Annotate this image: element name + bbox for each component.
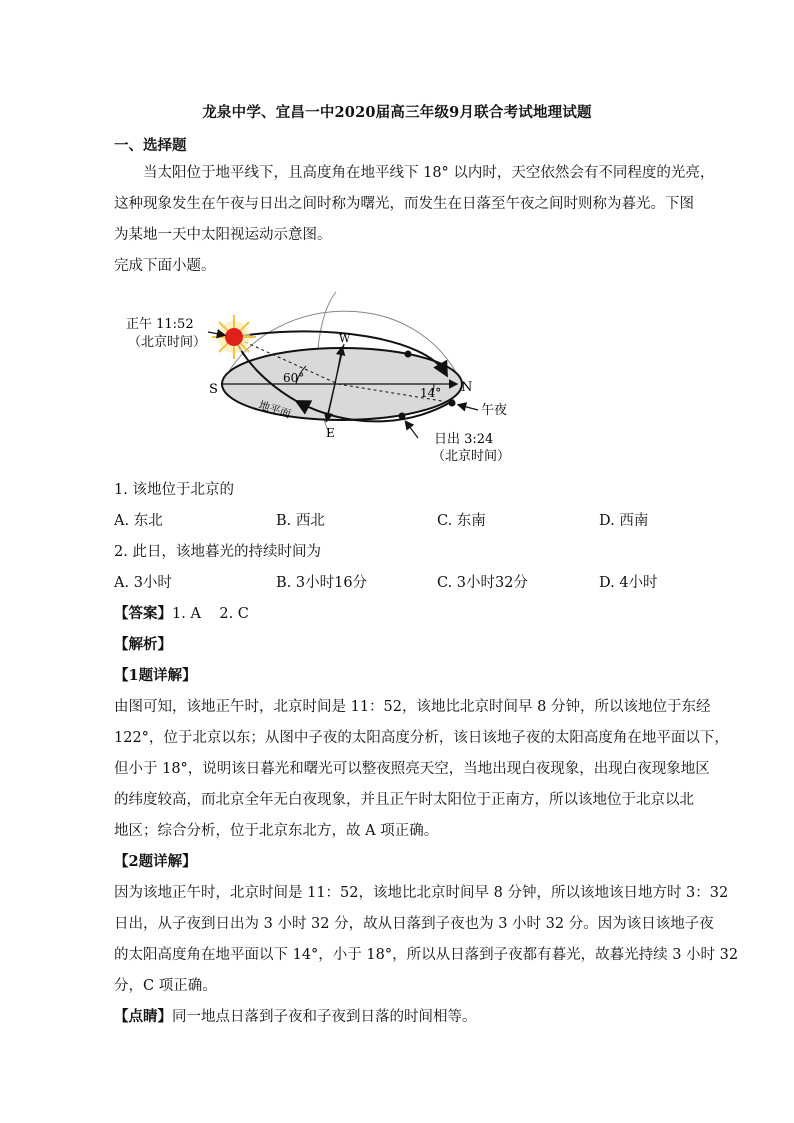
q2-option-d: D. 4小时: [599, 575, 658, 591]
tip-label: 【点睛】: [114, 1008, 172, 1025]
midnight-label: 午夜: [481, 403, 508, 418]
noon-label: 正午 11:52: [126, 317, 194, 332]
midnight-point: [449, 400, 456, 407]
intro-line-1: 当太阳位于地平线下，且高度角在地平线下 18° 以内时，天空依然会有不同程度的光亮，: [143, 165, 715, 181]
q1-analysis-line-4: 的纬度较高，而北京全年无白夜现象，并且正午时太阳位于正南方，所以该地位于北京以北: [114, 792, 694, 808]
answer-text: 1. A 2. C: [172, 606, 249, 622]
direction-n: N: [461, 380, 473, 395]
question-2-stem: 2. 此日，该地暮光的持续时间为: [114, 544, 321, 560]
horizon-label: 地平面: [257, 398, 293, 422]
section-heading: 一、选择题: [114, 137, 187, 154]
q2-analysis-label: 【2题详解】: [114, 853, 197, 870]
direction-e: E: [326, 426, 335, 440]
q1-option-a: A. 东北: [114, 513, 163, 529]
midnight-angle-label: 14°: [420, 386, 442, 400]
intro-line-3: 为某地一天中太阳视运动示意图。: [114, 227, 332, 243]
sunrise-sublabel: （北京时间）: [432, 449, 511, 464]
sun-path-svg: [116, 282, 516, 467]
question-1-stem: 1. 该地位于北京的: [114, 482, 234, 498]
q1-analysis-line-3: 但小于 18°，说明该日暮光和曙光可以整夜照亮天空，当地出现白夜现象，出现白夜现象地区: [114, 761, 710, 777]
q2-option-a: A. 3小时: [114, 575, 172, 591]
sunrise-point: [399, 413, 406, 420]
page-title: 龙泉中学、宜昌一中2020届高三年级9月联合考试地理试题: [202, 104, 592, 121]
q1-analysis-line-2: 122°，位于北京以东；从图中子夜的太阳高度分析，该日该地子夜的太阳高度角在地平面以下，: [114, 730, 729, 746]
noon-angle-label: 60°: [283, 371, 305, 385]
q1-option-d: D. 西南: [599, 513, 649, 529]
sunset-point: [405, 351, 412, 358]
q1-analysis-label: 【1题详解】: [114, 667, 197, 684]
analysis-label: 【解析】: [114, 636, 172, 653]
intro-line-2: 这种现象发生在午夜与日出之间时称为曙光，而发生在日落至午夜之间时则称为暮光。下图: [114, 196, 694, 212]
q2-analysis-line-2: 日出，从子夜到日出为 3 小时 32 分，故从日落到子夜也为 3 小时 32 分。因为该日该地子夜: [114, 916, 714, 932]
q2-analysis-line-3: 的太阳高度角在地平面以下 14°，小于 18°，所以从日落到子夜都有暮光，故暮光持续 3 小时 32: [114, 947, 739, 963]
noon-sublabel: （北京时间）: [128, 335, 207, 350]
sunrise-pointer: [406, 422, 418, 438]
q1-analysis-line-5: 地区；综合分析，位于北京东北方，故 A 项正确。: [114, 823, 439, 839]
q2-option-c: C. 3小时32分: [437, 575, 528, 591]
sun-path-diagram: [116, 282, 516, 467]
instruction: 完成下面小题。: [114, 258, 216, 274]
direction-w: W: [339, 332, 351, 345]
answer-line: [114, 602, 249, 623]
q2-analysis-line-4: 分，C 项正确。: [114, 978, 217, 994]
direction-s: S: [209, 382, 218, 397]
q2-analysis-line-1: 因为该地正午时，北京时间是 11：52，该地比北京时间早 8 分钟，所以该地该日地方时 3：32: [114, 885, 729, 901]
q1-option-b: B. 西北: [276, 513, 325, 529]
answer-label: 【答案】: [114, 605, 172, 622]
tip-line: [114, 1005, 477, 1026]
q1-option-c: C. 东南: [437, 513, 486, 529]
midnight-pointer: [459, 405, 478, 410]
q1-analysis-line-1: 由图可知，该地正午时，北京时间是 11：52，该地比北京时间早 8 分钟，所以该地位于东经: [114, 699, 711, 715]
sunrise-label: 日出 3:24: [434, 432, 494, 447]
q2-option-b: B. 3小时16分: [276, 575, 368, 591]
sun-icon: [212, 315, 256, 359]
tip-text: 同一地点日落到子夜和子夜到日落的时间相等。: [172, 1009, 477, 1025]
